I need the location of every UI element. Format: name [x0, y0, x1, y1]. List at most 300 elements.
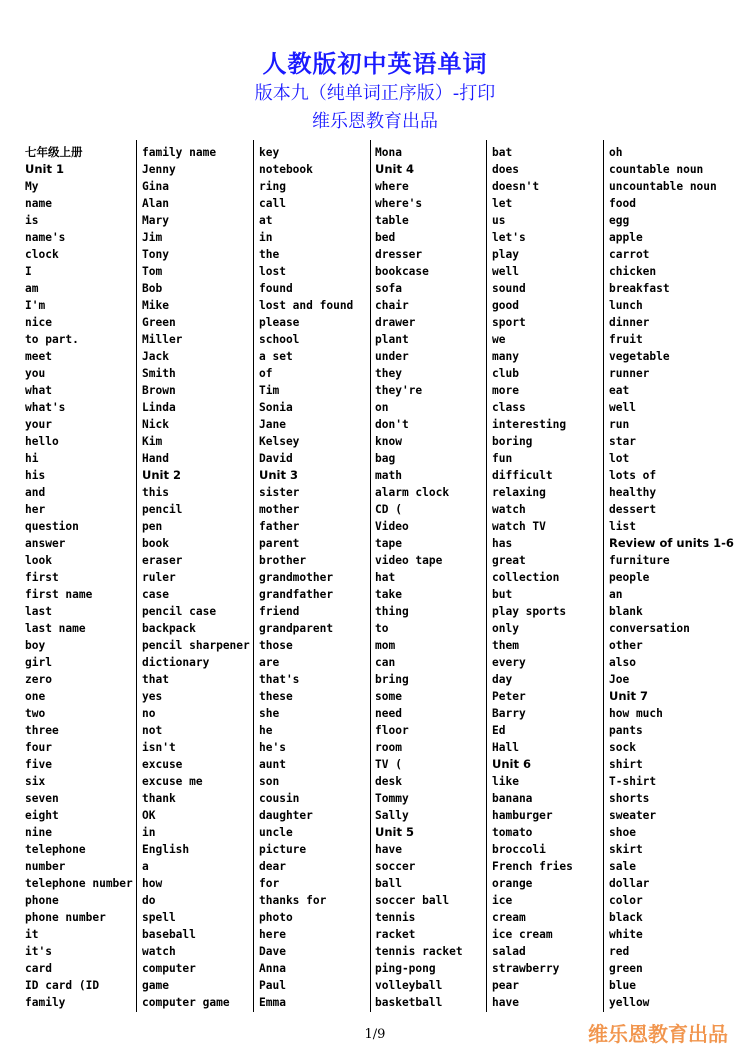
vocab-word: Peter	[492, 690, 526, 703]
vocab-word: furniture	[609, 554, 670, 567]
vocab-word: does	[492, 163, 519, 176]
vocab-word: for	[259, 877, 280, 890]
vocab-word: carrot	[609, 248, 650, 261]
vocab-word: strawberry	[492, 962, 560, 975]
vocab-word: healthy	[609, 486, 657, 499]
vocab-word: nice	[25, 316, 52, 329]
vocab-word: tomato	[492, 826, 533, 839]
vocab-word: watch TV	[492, 520, 546, 533]
vocab-word: name	[25, 197, 52, 210]
vocab-word: list	[609, 520, 636, 533]
vocab-word: us	[492, 214, 506, 227]
vocab-word: father	[259, 520, 300, 533]
vocab-word: lot	[609, 452, 630, 465]
vocab-word: computer	[142, 962, 196, 975]
vocab-word: zero	[25, 673, 52, 686]
vocab-word: she	[259, 707, 280, 720]
vocab-word: are	[259, 656, 280, 669]
vocab-word: family name	[142, 146, 217, 159]
vocab-word: other	[609, 639, 643, 652]
vocab-word: on	[375, 401, 389, 414]
vocab-word: family	[25, 996, 66, 1009]
vocab-word: that's	[259, 673, 300, 686]
page-title: 人教版初中英语单词	[262, 50, 488, 78]
vocab-word: key	[259, 146, 280, 159]
vocab-word: thing	[375, 605, 409, 618]
vocab-word: how much	[609, 707, 663, 720]
vocab-word: soccer	[375, 860, 416, 873]
vocab-word: spell	[142, 911, 176, 924]
vocab-word: thanks for	[259, 894, 327, 907]
vocab-word: cousin	[259, 792, 300, 805]
vocab-word: alarm clock	[375, 486, 450, 499]
vocab-word: breakfast	[609, 282, 670, 295]
vocab-word: a set	[259, 350, 293, 363]
vocab-word: daughter	[259, 809, 313, 822]
vocab-word: runner	[609, 367, 650, 380]
vocab-word: salad	[492, 945, 526, 958]
vocab-word: what	[25, 384, 52, 397]
vocab-word: parent	[259, 537, 300, 550]
vocab-word: bring	[375, 673, 409, 686]
vocab-word: well	[492, 265, 519, 278]
vocab-word: telephone	[25, 843, 86, 856]
vocab-word: clock	[25, 248, 59, 261]
vocab-word: the	[259, 248, 280, 261]
vocab-word: grandmother	[259, 571, 334, 584]
vocab-word: is	[25, 214, 39, 227]
vocab-word: apple	[609, 231, 643, 244]
vocab-word: an	[609, 588, 623, 601]
vocab-word: orange	[492, 877, 533, 890]
vocab-word: Green	[142, 316, 176, 329]
vocab-word: sale	[609, 860, 636, 873]
vocab-word: at	[259, 214, 273, 227]
vocab-word: math	[375, 469, 402, 482]
vocab-word: table	[375, 214, 409, 227]
vocab-word: ring	[259, 180, 286, 193]
vocab-word: a	[142, 860, 149, 873]
vocab-word: dear	[259, 860, 286, 873]
vocab-word: case	[142, 588, 169, 601]
vocab-word: pencil sharpener	[142, 639, 250, 652]
vocab-word: her	[25, 503, 46, 516]
vocab-word: star	[609, 435, 636, 448]
vocab-word: mom	[375, 639, 396, 652]
vocab-word: soccer ball	[375, 894, 450, 907]
vocab-word: Unit 1	[25, 162, 64, 176]
vocab-word: cream	[492, 911, 526, 924]
vocab-word: three	[25, 724, 59, 737]
vocab-word: great	[492, 554, 526, 567]
vocab-word: difficult	[492, 469, 553, 482]
vocab-word: nine	[25, 826, 52, 839]
vocab-word: hamburger	[492, 809, 553, 822]
vocab-word: red	[609, 945, 630, 958]
publisher-line: 维乐恩教育出品	[312, 111, 438, 132]
vocab-word: drawer	[375, 316, 416, 329]
vocab-word: aunt	[259, 758, 286, 771]
vocab-word: isn't	[142, 741, 176, 754]
vocab-word: doesn't	[492, 180, 540, 193]
vocab-word: blue	[609, 979, 636, 992]
vocab-word: what's	[25, 401, 66, 414]
vocab-word: video tape	[375, 554, 443, 567]
vocab-word: tennis racket	[375, 945, 463, 958]
vocab-word: Dave	[259, 945, 286, 958]
vocab-word: uncountable noun	[609, 180, 717, 193]
vocab-word: to part.	[25, 333, 79, 346]
vocab-word: basketball	[375, 996, 443, 1009]
vocab-word: take	[375, 588, 402, 601]
vocab-word: photo	[259, 911, 293, 924]
vocab-word: Gina	[142, 180, 169, 193]
vocab-word: Miller	[142, 333, 183, 346]
page-subtitle: 版本九（纯单词正序版）-打印	[254, 83, 496, 104]
vocab-word: OK	[142, 809, 156, 822]
vocab-word: Unit 7	[609, 689, 648, 703]
vocab-word: CD (	[375, 503, 402, 516]
vocab-word: watch	[142, 945, 176, 958]
vocab-word: interesting	[492, 418, 567, 431]
vocab-word: Sonia	[259, 401, 293, 414]
vocab-word: boring	[492, 435, 533, 448]
vocab-word: has	[492, 537, 513, 550]
vocab-word: 七年级上册	[25, 145, 83, 159]
vocab-word: pen	[142, 520, 163, 533]
vocab-word: these	[259, 690, 293, 703]
vocab-word: have	[375, 843, 402, 856]
vocab-word: day	[492, 673, 513, 686]
vocab-word: My	[25, 180, 39, 193]
vocab-word: Anna	[259, 962, 286, 975]
vocab-word: people	[609, 571, 650, 584]
word-column-4	[370, 140, 487, 1012]
vocab-word: good	[492, 299, 519, 312]
vocab-word: phone	[25, 894, 59, 907]
vocab-word: they	[375, 367, 402, 380]
vocab-word: Bob	[142, 282, 163, 295]
vocab-word: don't	[375, 418, 409, 431]
vocab-word: school	[259, 333, 300, 346]
word-column-3	[254, 140, 371, 1012]
vocab-word: his	[25, 469, 46, 482]
vocab-word: of	[259, 367, 273, 380]
vocab-word: answer	[25, 537, 66, 550]
vocab-word: it	[25, 928, 39, 941]
vocab-word: no	[142, 707, 156, 720]
vocab-word: lost	[259, 265, 286, 278]
vocab-word: I'm	[25, 299, 46, 312]
vocab-word: one	[25, 690, 46, 703]
vocab-word: more	[492, 384, 519, 397]
vocab-word: Unit 6	[492, 757, 531, 771]
vocab-word: eraser	[142, 554, 183, 567]
vocab-word: bag	[375, 452, 396, 465]
vocab-word: English	[142, 843, 190, 856]
vocab-word: Sally	[375, 809, 409, 822]
vocab-word: ruler	[142, 571, 176, 584]
vocab-word: sound	[492, 282, 526, 295]
vocab-word: Jim	[142, 231, 163, 244]
word-column-1	[20, 140, 137, 1012]
vocab-word: bookcase	[375, 265, 429, 278]
vocab-word: color	[609, 894, 643, 907]
vocab-word: sofa	[375, 282, 402, 295]
vocab-word: Kelsey	[259, 435, 300, 448]
vocab-word: your	[25, 418, 52, 431]
vocab-word: let's	[492, 231, 526, 244]
vocab-word: play sports	[492, 605, 567, 618]
vocab-word: have	[492, 996, 519, 1009]
vocab-word: excuse me	[142, 775, 203, 788]
vocab-word: also	[609, 656, 636, 669]
vocab-word: son	[259, 775, 280, 788]
vocab-word: not	[142, 724, 163, 737]
vocab-word: Unit 3	[259, 468, 298, 482]
vocab-word: like	[492, 775, 519, 788]
vocab-word: first name	[25, 588, 93, 601]
vocab-word: notebook	[259, 163, 313, 176]
vocab-word: tape	[375, 537, 402, 550]
page-number: 1/9	[364, 1027, 386, 1042]
vocab-word: last name	[25, 622, 86, 635]
vocab-word: baseball	[142, 928, 196, 941]
word-columns	[20, 140, 736, 1012]
vocab-word: Hand	[142, 452, 169, 465]
vocab-word: Review of units 1-6	[609, 536, 734, 550]
vocab-word: Unit 4	[375, 162, 414, 176]
vocab-word: collection	[492, 571, 560, 584]
vocab-word: telephone number	[25, 877, 133, 890]
vocab-word: dictionary	[142, 656, 210, 669]
vocab-word: he's	[259, 741, 286, 754]
vocab-word: Joe	[609, 673, 630, 686]
vocab-word: Emma	[259, 996, 286, 1009]
vocab-word: many	[492, 350, 519, 363]
vocab-word: floor	[375, 724, 409, 737]
vocab-word: eight	[25, 809, 59, 822]
vocab-word: chair	[375, 299, 409, 312]
vocab-word: where's	[375, 197, 423, 210]
vocab-word: this	[142, 486, 169, 499]
vocab-word: and	[25, 486, 46, 499]
vocab-word: meet	[25, 350, 52, 363]
vocab-word: well	[609, 401, 636, 414]
vocab-word: thank	[142, 792, 176, 805]
vocab-word: picture	[259, 843, 307, 856]
vocab-word: David	[259, 452, 293, 465]
vocab-word: need	[375, 707, 402, 720]
vocab-word: Mike	[142, 299, 169, 312]
vocab-word: eat	[609, 384, 630, 397]
vocab-word: know	[375, 435, 402, 448]
word-column-6	[604, 140, 734, 1012]
vocab-word: bed	[375, 231, 396, 244]
vocab-word: let	[492, 197, 513, 210]
vocab-word: egg	[609, 214, 630, 227]
vocab-word: every	[492, 656, 526, 669]
vocab-word: excuse	[142, 758, 183, 771]
vocab-word: how	[142, 877, 163, 890]
word-column-2	[137, 140, 254, 1012]
vocab-word: yellow	[609, 996, 650, 1009]
vocab-word: book	[142, 537, 169, 550]
vocab-word: Ed	[492, 724, 506, 737]
vocab-word: lost and found	[259, 299, 354, 312]
vocab-word: brother	[259, 554, 307, 567]
vocab-word: pencil case	[142, 605, 217, 618]
vocab-word: question	[25, 520, 79, 533]
vocab-word: watch	[492, 503, 526, 516]
vocab-word: countable noun	[609, 163, 704, 176]
vocab-word: four	[25, 741, 52, 754]
vocab-word: he	[259, 724, 273, 737]
vocab-word: pants	[609, 724, 643, 737]
vocab-word: Barry	[492, 707, 526, 720]
vocab-word: ID card (ID	[25, 979, 100, 992]
vocab-word: where	[375, 180, 409, 193]
vocab-word: Kim	[142, 435, 163, 448]
vocab-word: room	[375, 741, 402, 754]
vocab-word: first	[25, 571, 59, 584]
vocab-word: fun	[492, 452, 513, 465]
vocab-word: T-shirt	[609, 775, 657, 788]
vocab-word: Hall	[492, 741, 519, 754]
vocab-word: tennis	[375, 911, 416, 924]
vocab-word: dessert	[609, 503, 657, 516]
vocab-word: grandparent	[259, 622, 334, 635]
vocab-word: number	[25, 860, 66, 873]
vocab-word: here	[259, 928, 286, 941]
vocab-word: them	[492, 639, 519, 652]
vocab-word: Mary	[142, 214, 169, 227]
vocab-word: sweater	[609, 809, 657, 822]
vocab-word: volleyball	[375, 979, 443, 992]
vocab-word: game	[142, 979, 169, 992]
vocab-word: dollar	[609, 877, 650, 890]
vocab-word: to	[375, 622, 389, 635]
vocab-word: am	[25, 282, 39, 295]
vocab-word: name's	[25, 231, 66, 244]
vocab-word: shirt	[609, 758, 643, 771]
vocab-word: do	[142, 894, 156, 907]
vocab-word: Alan	[142, 197, 169, 210]
vocab-word: Nick	[142, 418, 169, 431]
vocab-word: sport	[492, 316, 526, 329]
vocab-word: those	[259, 639, 293, 652]
vocab-word: call	[259, 197, 286, 210]
vocab-word: blank	[609, 605, 643, 618]
vocab-word: sock	[609, 741, 636, 754]
vocab-word: card	[25, 962, 52, 975]
vocab-word: hi	[25, 452, 39, 465]
vocab-word: dinner	[609, 316, 650, 329]
vocab-word: but	[492, 588, 513, 601]
vocab-word: Jack	[142, 350, 169, 363]
vocab-word: ball	[375, 877, 402, 890]
vocab-word: banana	[492, 792, 533, 805]
vocab-word: ice	[492, 894, 513, 907]
vocab-word: ping-pong	[375, 962, 436, 975]
vocab-word: food	[609, 197, 636, 210]
vocab-word: lots of	[609, 469, 657, 482]
vocab-word: skirt	[609, 843, 643, 856]
vocab-word: in	[142, 826, 156, 839]
vocab-word: broccoli	[492, 843, 546, 856]
vocab-word: racket	[375, 928, 416, 941]
vocab-word: white	[609, 928, 643, 941]
vocab-word: conversation	[609, 622, 690, 635]
vocab-word: ice cream	[492, 928, 553, 941]
vocab-word: lunch	[609, 299, 643, 312]
vocab-word: chicken	[609, 265, 657, 278]
vocab-word: Smith	[142, 367, 176, 380]
vocab-word: Brown	[142, 384, 176, 397]
vocab-word: in	[259, 231, 273, 244]
word-column-5	[487, 140, 604, 1012]
vocab-word: two	[25, 707, 46, 720]
vocab-word: hat	[375, 571, 396, 584]
vocab-word: oh	[609, 146, 623, 159]
vocab-word: you	[25, 367, 46, 380]
vocab-word: look	[25, 554, 52, 567]
vocab-word: pencil	[142, 503, 183, 516]
vocab-word: some	[375, 690, 402, 703]
vocab-word: they're	[375, 384, 423, 397]
vocab-word: please	[259, 316, 300, 329]
vocab-word: five	[25, 758, 52, 771]
vocab-word: class	[492, 401, 526, 414]
vocab-word: last	[25, 605, 52, 618]
vocab-word: TV (	[375, 758, 402, 771]
vocab-word: that	[142, 673, 169, 686]
vocab-word: I	[25, 265, 32, 278]
vocab-word: Tim	[259, 384, 280, 397]
vocab-word: bat	[492, 146, 513, 159]
vocab-word: only	[492, 622, 519, 635]
vocab-word: fruit	[609, 333, 643, 346]
vocab-word: boy	[25, 639, 46, 652]
vocab-word: phone number	[25, 911, 106, 924]
vocab-word: relaxing	[492, 486, 546, 499]
vocab-word: backpack	[142, 622, 196, 635]
vocab-word: girl	[25, 656, 52, 669]
vocab-word: Unit 5	[375, 825, 414, 839]
vocab-word: Jane	[259, 418, 286, 431]
vocab-word: it's	[25, 945, 52, 958]
vocab-word: Tommy	[375, 792, 409, 805]
vocab-word: Video	[375, 520, 409, 533]
vocab-word: green	[609, 962, 643, 975]
vocab-word: Unit 2	[142, 468, 181, 482]
vocab-word: Paul	[259, 979, 286, 992]
vocab-word: shoe	[609, 826, 636, 839]
vocab-word: shorts	[609, 792, 650, 805]
vocab-word: can	[375, 656, 396, 669]
vocab-word: Tom	[142, 265, 163, 278]
vocab-word: Jenny	[142, 163, 176, 176]
vocab-word: dresser	[375, 248, 423, 261]
vocab-word: under	[375, 350, 409, 363]
vocab-word: pear	[492, 979, 519, 992]
vocab-word: found	[259, 282, 293, 295]
vocab-word: play	[492, 248, 519, 261]
vocab-word: sister	[259, 486, 300, 499]
vocab-word: computer game	[142, 996, 230, 1009]
vocab-word: black	[609, 911, 643, 924]
vocab-word: mother	[259, 503, 300, 516]
